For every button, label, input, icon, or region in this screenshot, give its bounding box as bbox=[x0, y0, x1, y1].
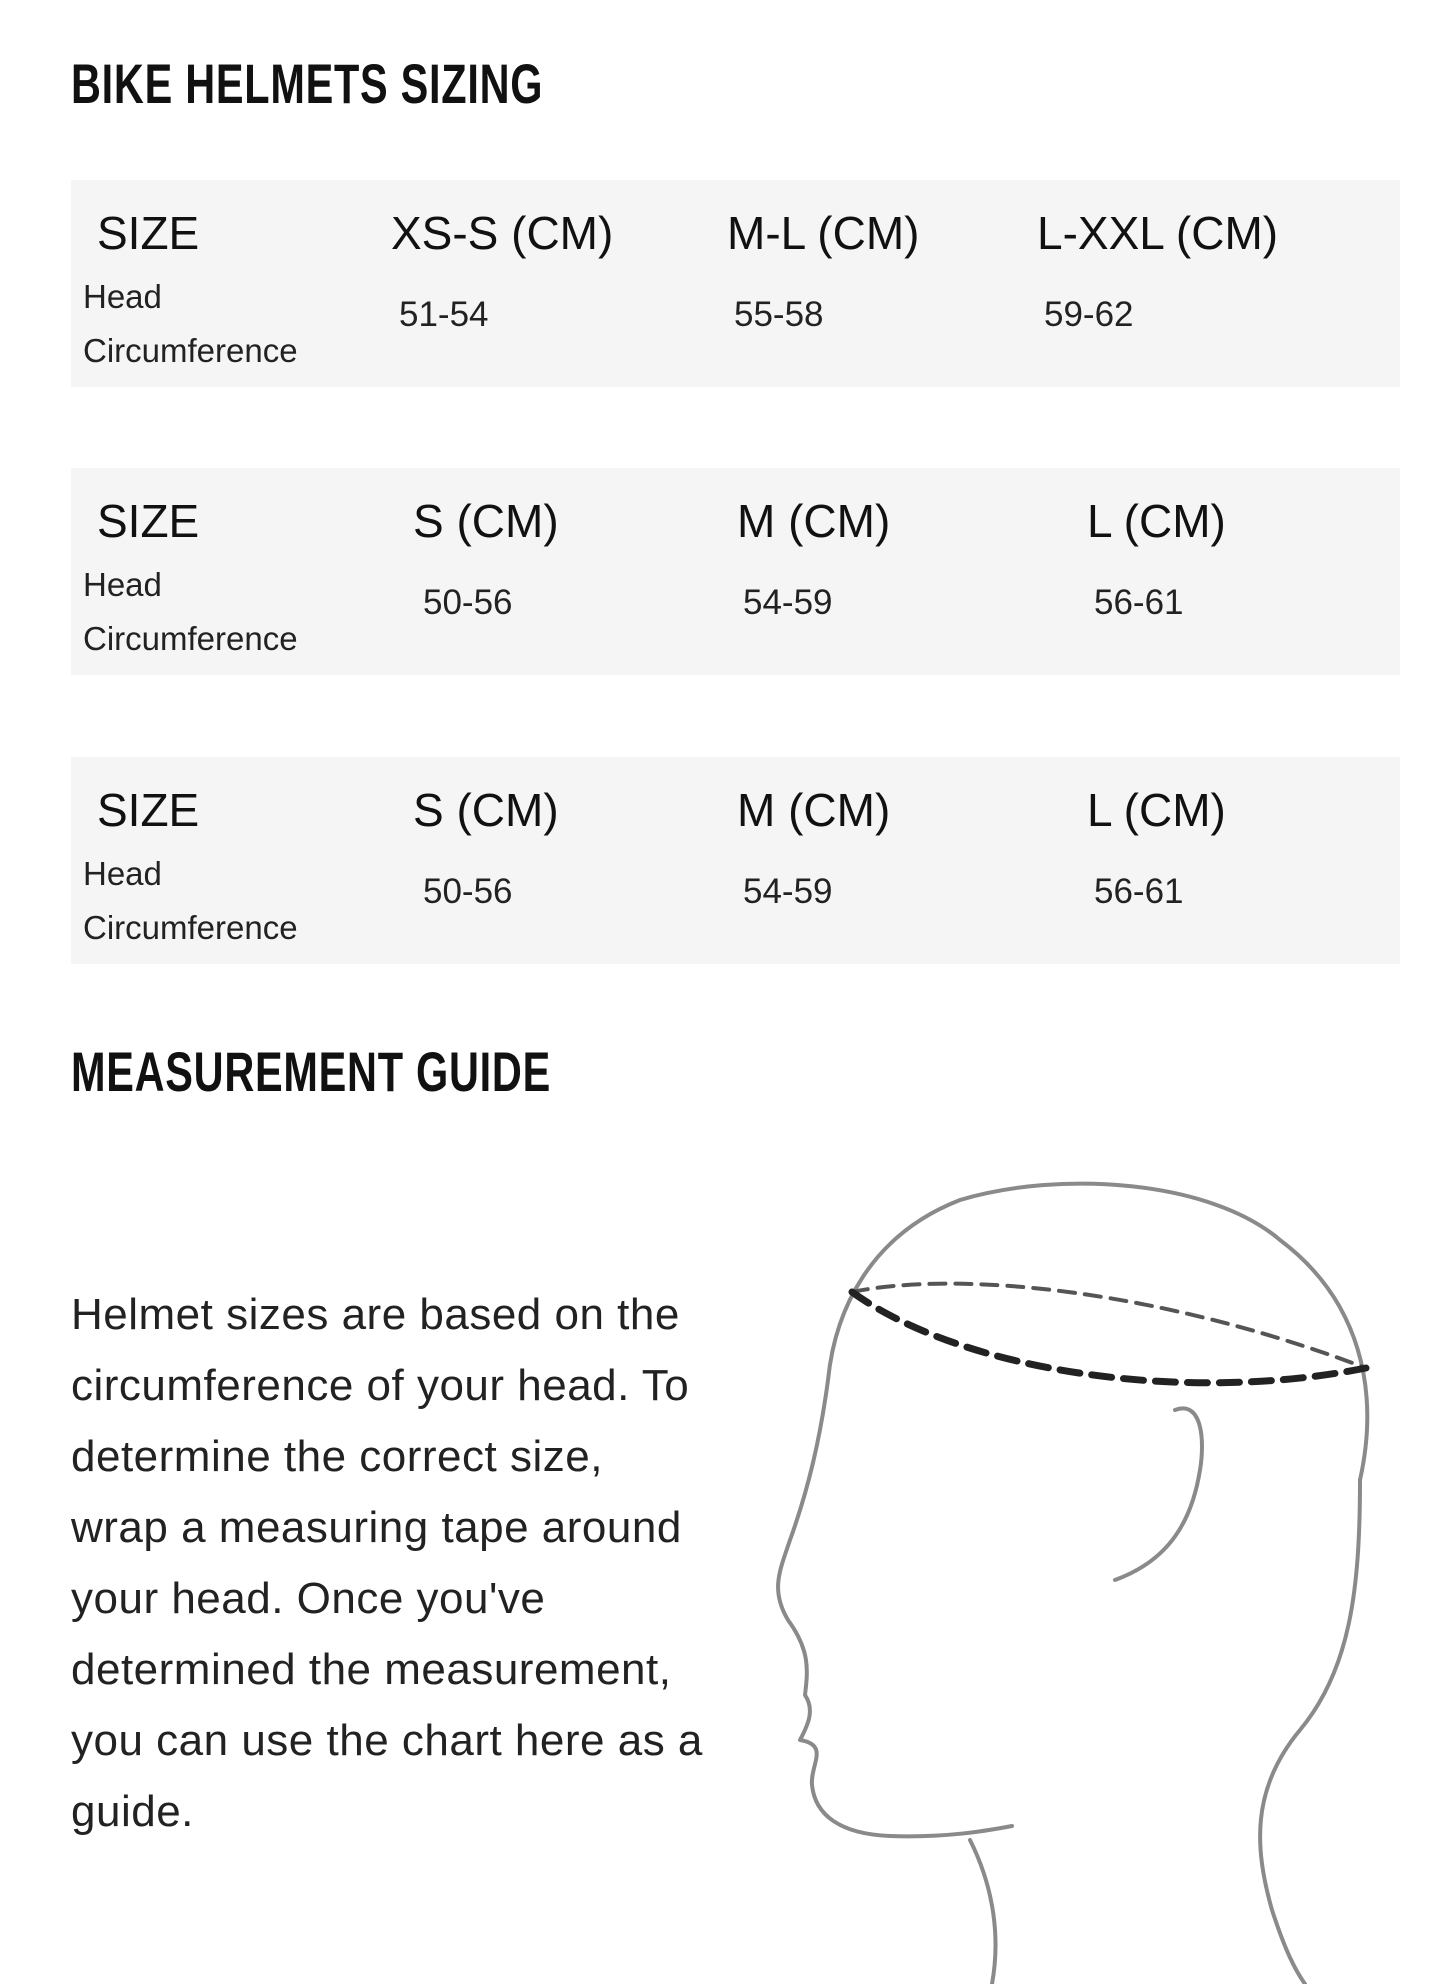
row-label-head-circumference bbox=[83, 847, 298, 955]
size-column-header: M (CM) bbox=[737, 784, 891, 836]
size-value: 50-56 bbox=[423, 872, 513, 911]
measurement-guide-text: Helmet sizes are based on the circumference of your head. To determine the correct size, wrap a measuring tape around your head. Once you've determined the measurement, you can use the chart here as a guide. bbox=[71, 1290, 703, 1836]
row-label-line: Circumference bbox=[83, 620, 298, 657]
size-value: 56-61 bbox=[1094, 872, 1184, 911]
size-table-1 bbox=[71, 180, 1400, 387]
size-column-header: M (CM) bbox=[737, 495, 891, 547]
size-header: SIZE bbox=[97, 784, 200, 836]
size-header: SIZE bbox=[97, 207, 200, 259]
row-label-line: Head bbox=[83, 278, 162, 315]
row-label-head-circumference bbox=[83, 270, 298, 378]
front-of-neck-outline bbox=[970, 1840, 996, 1984]
size-column-header: M-L (CM) bbox=[727, 207, 920, 259]
ear-outline bbox=[1115, 1408, 1202, 1580]
size-column-header: L (CM) bbox=[1087, 495, 1226, 547]
size-value: 54-59 bbox=[743, 583, 833, 622]
back-of-neck-outline bbox=[1260, 1480, 1360, 1984]
size-value: 51-54 bbox=[399, 295, 489, 334]
head-outline bbox=[778, 1184, 1367, 1837]
measuring-tape-front bbox=[852, 1292, 1366, 1383]
size-value: 54-59 bbox=[743, 872, 833, 911]
size-table-3 bbox=[71, 757, 1400, 964]
row-label-line: Head bbox=[83, 855, 162, 892]
row-label-head-circumference bbox=[83, 558, 298, 666]
size-value: 50-56 bbox=[423, 583, 513, 622]
size-column-header: S (CM) bbox=[413, 495, 559, 547]
measuring-tape-back bbox=[852, 1284, 1366, 1368]
size-column-header: L (CM) bbox=[1087, 784, 1226, 836]
row-label-line: Circumference bbox=[83, 332, 298, 369]
size-value: 55-58 bbox=[734, 295, 824, 334]
row-label-line: Circumference bbox=[83, 909, 298, 946]
size-column-header: L-XXL (CM) bbox=[1037, 207, 1279, 259]
head-profile-with-measuring-tape-icon bbox=[760, 1150, 1400, 1984]
row-label-line: Head bbox=[83, 566, 162, 603]
size-column-header: XS-S (CM) bbox=[391, 207, 614, 259]
size-header: SIZE bbox=[97, 495, 200, 547]
sizing-heading: BIKE HELMETS SIZING bbox=[71, 52, 544, 115]
size-value: 59-62 bbox=[1044, 295, 1134, 334]
size-table-2 bbox=[71, 468, 1400, 675]
measurement-guide-heading: MEASUREMENT GUIDE bbox=[71, 1040, 551, 1103]
size-value: 56-61 bbox=[1094, 583, 1184, 622]
size-column-header: S (CM) bbox=[413, 784, 559, 836]
